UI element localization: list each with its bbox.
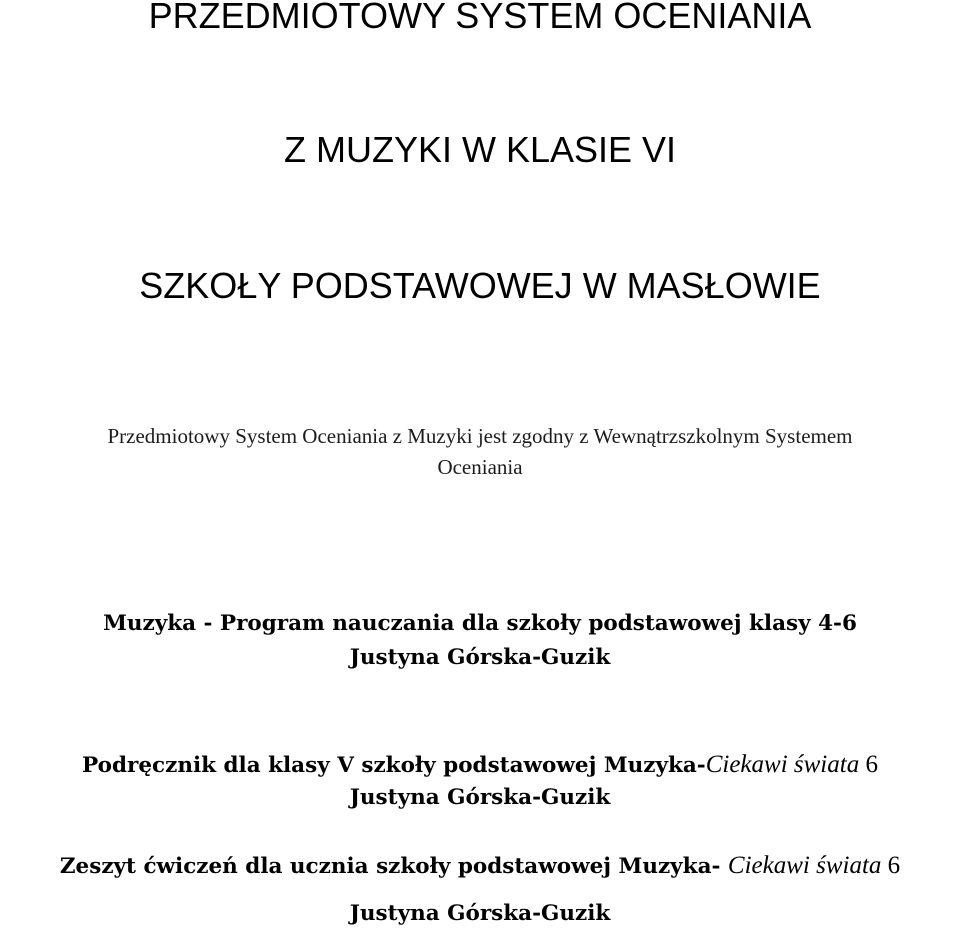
workbook-series: Ciekawi świata xyxy=(727,852,882,879)
textbook-prefix: Podręcznik dla klasy V szkoły podstawowej Muzyka- xyxy=(82,753,706,778)
textbook-author: Justyna Górska-Guzik xyxy=(349,785,611,810)
workbook-number: 6 xyxy=(881,852,901,879)
workbook-title xyxy=(0,849,960,884)
title-line-1: PRZEDMIOTOWY SYSTEM OCENIANIA xyxy=(148,0,812,36)
program-author: Justyna Górska-Guzik xyxy=(349,645,611,670)
textbook-series: Ciekawi świata xyxy=(705,751,860,778)
title-line-3: SZKOŁY PODSTAWOWEJ W MASŁOWIE xyxy=(139,265,821,306)
textbook-number: 6 xyxy=(859,751,878,778)
statement-line-1: Przedmiotowy System Oceniania z Muzyki jest zgodny z Wewnątrzszkolnym Systemem xyxy=(107,424,853,448)
workbook-author: Justyna Górska-Guzik xyxy=(349,901,611,926)
workbook-prefix: Zeszyt ćwiczeń dla ucznia szkoły podstawowej Muzyka- xyxy=(59,854,728,879)
textbook-title xyxy=(0,748,960,783)
program-title: Muzyka - Program nauczania dla szkoły podstawowej klasy 4-6 xyxy=(103,611,857,636)
statement-line-2: Oceniania xyxy=(437,455,523,479)
title-line-2: Z MUZYKI W KLASIE VI xyxy=(283,129,677,170)
